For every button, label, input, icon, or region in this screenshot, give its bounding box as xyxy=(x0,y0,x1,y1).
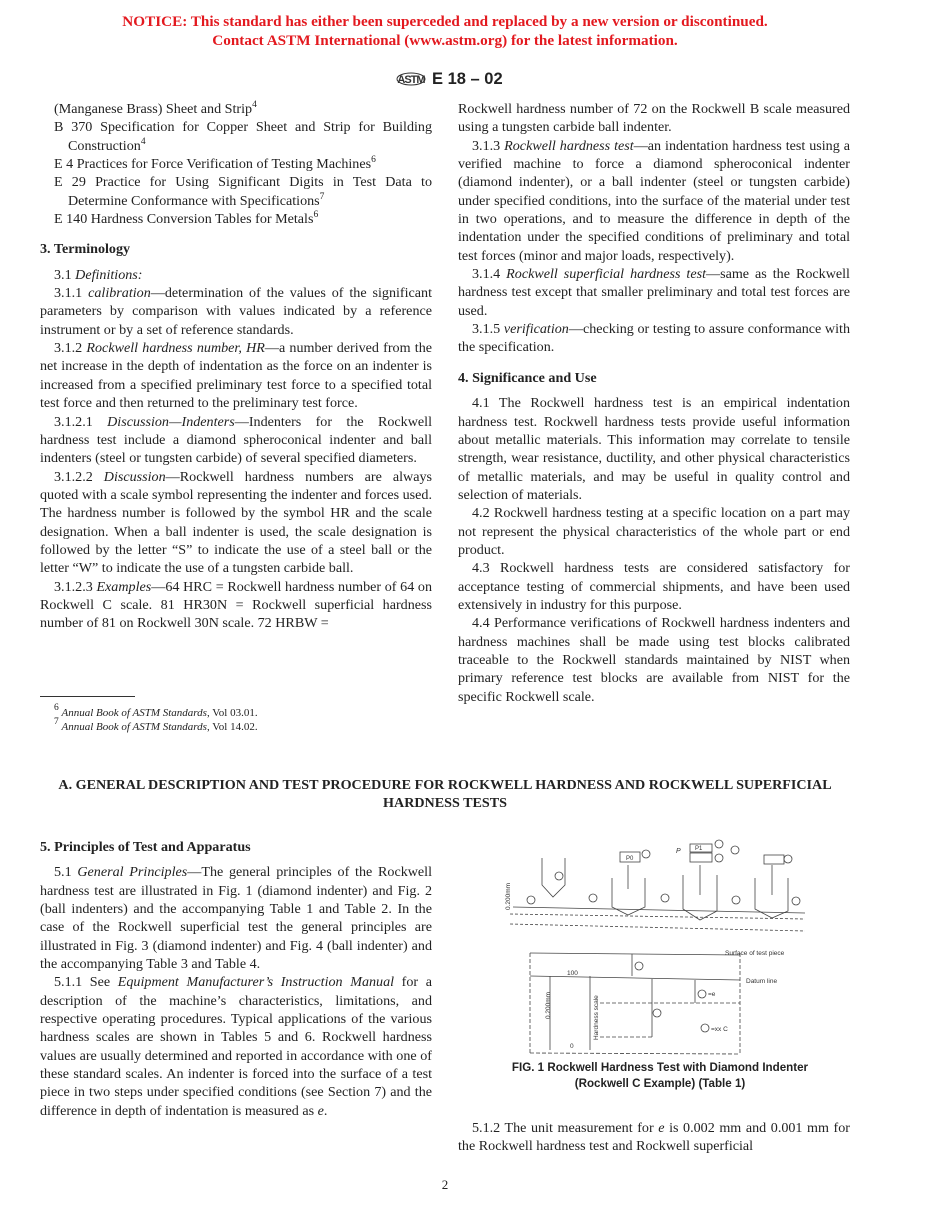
paragraph xyxy=(458,100,850,137)
supersede-notice xyxy=(0,12,890,50)
text-run: 3.1.3 xyxy=(472,137,505,154)
page-number: 2 xyxy=(441,1177,449,1192)
text-run: 4.2 Rockwell hardness testing at a specific location on a part may not represent the physical characteristics of the whole part or end product. xyxy=(458,505,850,558)
notice-line-1: NOTICE: This standard has either been superceded and replaced by a new version or discontinued. xyxy=(122,13,768,30)
label-0: 0 xyxy=(570,1043,574,1050)
text-run: 4.4 Performance verifications of Rockwell hardness indenters and hardness machines shall be made using test blocks calibrated traceable to the Rockwell standards maintained by NIST when primary reference test blocks are available from NIST for the specific Rockwell scale. xyxy=(458,615,850,705)
paragraph xyxy=(458,559,850,614)
footnote xyxy=(40,703,258,720)
text-run: 5.1.1 See xyxy=(54,974,118,991)
paragraph xyxy=(40,413,432,468)
italic-term: e xyxy=(317,1102,324,1119)
paragraph xyxy=(458,394,850,504)
figure-1-caption xyxy=(470,1060,850,1091)
reference-item xyxy=(40,100,432,118)
text-run: —64 HRC = Rockwell hardness number of 64 on Rockwell C scale. 81 HR30N = Rockwell superficial hardness number of 81 on Rockwell 30N scale. 72 HRBW = xyxy=(40,578,432,632)
text-run: is 0.002 mm and 0.001 mm for the Rockwell hardness test and Rockwell superficial xyxy=(458,1120,850,1155)
italic-term: Definitions: xyxy=(75,266,143,283)
label-e: =e xyxy=(708,991,716,998)
italic-term: e xyxy=(658,1120,665,1136)
text-run: E 4 Practices for Force Verification of Testing Machines xyxy=(54,156,372,173)
footnote-ref: 6 xyxy=(313,210,319,221)
italic-term: Rockwell superficial hardness test xyxy=(506,266,706,283)
text-run: 3.1.4 xyxy=(472,266,507,283)
text-run: B 370 Specification for Copper Sheet and Strip for Building Construction xyxy=(54,119,432,154)
text-run: 3.1.2.1 xyxy=(54,413,108,430)
section-a-title: A. GENERAL DESCRIPTION AND TEST PROCEDURE FOR ROCKWELL HARDNESS AND ROCKWELL SUPERFICIAL HARDNESS TESTS xyxy=(58,777,832,811)
caption-line-1: FIG. 1 Rockwell Hardness Test with Diamond Indenter xyxy=(511,1061,809,1074)
text-run: E 140 Hardness Conversion Tables for Metals xyxy=(54,211,314,228)
hardness-scale-diagram xyxy=(530,950,785,1054)
paragraph xyxy=(458,1119,850,1156)
footnote-volume: , Vol 14.02. xyxy=(206,721,258,734)
footnote-source: Annual Book of ASTM Standards xyxy=(61,721,207,734)
section-heading xyxy=(458,369,850,387)
label-surface: Surface of test piece xyxy=(725,950,785,957)
paragraph xyxy=(40,468,432,578)
footnotes xyxy=(40,703,258,735)
paragraph xyxy=(458,504,850,559)
reference-item xyxy=(40,155,432,173)
text-run: for a description of the machine’s characteristics, limitations, and respective operating procedures. Typical applications of the various hardness scales are shown in Tables 5 and 6. Rockwell hardness values are usually determined and reported in accordance with one of these standard scales. An indenter is forced into the surface of a test piece in two steps under specified conditions (see Section 7) and the difference in depth of indentation is measured as xyxy=(40,974,432,1119)
italic-term: verification xyxy=(503,321,569,338)
footnote-volume: , Vol 03.01. xyxy=(206,707,258,719)
left-column xyxy=(40,100,432,633)
text-run: —checking or testing to assure conformance with the specification. xyxy=(458,321,850,356)
footnote-ref: 4 xyxy=(252,100,257,110)
figure-1-diagram xyxy=(470,835,850,1065)
italic-term: General Principles xyxy=(77,864,188,881)
text-run: 4.3 Rockwell hardness tests are considered satisfactory for acceptance testing of commercial shipments, and have been used extensively in industry for this purpose. xyxy=(458,560,850,613)
label-datum-line: Datum line xyxy=(746,978,778,985)
text-run: (Manganese Brass) Sheet and Strip xyxy=(54,101,253,117)
text-run: 5.1 xyxy=(54,864,78,881)
italic-term: Examples xyxy=(96,578,152,595)
text-run: —an indentation hardness test using a verified machine to force a diamond spheroconical indenter (diamond indenter), or a ball indenter (steel or tungsten carbide) under specified conditions, into the surface of the material under test in two operations, and to measure the difference in depth of the indentation under the specified conditions of preliminary and total test forces (minor and major loads, respectively). xyxy=(458,137,850,264)
paragraph xyxy=(40,266,432,284)
text-run: 5.1.2 The unit measurement for xyxy=(472,1120,659,1136)
section-heading xyxy=(40,838,432,856)
standard-designation: E 18 – 02 xyxy=(432,69,503,88)
text-run: —a number derived from the net increase in the depth of indentation as the force on an indenter is increased from a specified preliminary test force to a specified total test force and then returned to the preliminary test force. xyxy=(40,340,432,412)
text-run: 3.1.2.2 xyxy=(54,468,104,485)
text-run: —Rockwell hardness numbers are always quoted with a scale symbol representing the indenter and forces used. The hardness number is followed by the symbol HR and the scale designation. When a ball indenter is used, the scale designation is followed by the letter “S” to indicate the use of a steel ball or the letter “W” to indicate the use of a tungsten carbide ball. xyxy=(40,468,432,577)
text-run: —determination of the values of the significant parameters by comparison with values indicated by a reference instrument or by a set of reference standards. xyxy=(40,285,433,338)
label-hardness-scale: Hardness scale xyxy=(593,995,600,1040)
italic-term: Discussion xyxy=(103,468,166,485)
italic-term: Rockwell hardness number, HR xyxy=(86,340,265,357)
paragraph xyxy=(40,578,432,633)
label-depth-top: 0.200mm xyxy=(505,882,512,910)
footnote-ref: 4 xyxy=(140,136,146,147)
italic-term: Rockwell hardness test xyxy=(504,137,634,154)
label-depth-bottom: 0.200mm xyxy=(545,991,552,1019)
label-p0: P0 xyxy=(626,856,634,862)
footnote-ref: 6 xyxy=(371,155,376,166)
astm-logo-icon xyxy=(396,64,426,94)
caption-line-2: (Rockwell C Example) (Table 1) xyxy=(574,1076,746,1090)
footnote-number: 6 xyxy=(54,703,59,713)
lower-right-column xyxy=(458,1119,850,1156)
text-run: 3.1.1 xyxy=(54,285,89,302)
footnote-ref: 7 xyxy=(319,191,325,202)
paragraph xyxy=(458,137,850,265)
indentation-sequence xyxy=(505,840,805,931)
paragraph xyxy=(40,973,432,1120)
notice-line-2: Contact ASTM International (www.astm.org) for the latest information. xyxy=(212,32,678,49)
document-header xyxy=(396,64,503,94)
lower-left-column xyxy=(40,826,432,1120)
text-run: 3.1.2.3 xyxy=(54,578,97,595)
text-run: E 29 Practice for Using Significant Digits in Test Data to Determine Conformance with Specifications xyxy=(54,174,432,209)
text-run: 4. Significance and Use xyxy=(458,369,597,386)
text-run: —same as the Rockwell hardness test except that smaller preliminary and total test forces are used. xyxy=(458,266,850,319)
text-run: Rockwell hardness number of 72 on the Rockwell B scale measured using a tungsten carbide ball indenter. xyxy=(458,101,850,136)
paragraph xyxy=(40,863,432,973)
logo-text: ASTM xyxy=(397,74,425,86)
reference-item xyxy=(40,210,432,228)
text-run: —Indenters for the Rockwell hardness test include a diamond spheroconical indenter and ball indenters (steel or tungsten carbide) of several specified diameters. xyxy=(40,413,432,467)
footnote-divider xyxy=(40,696,135,697)
reference-item xyxy=(40,173,432,210)
label-p1: P1 xyxy=(695,846,703,852)
paragraph xyxy=(40,339,432,412)
paragraph xyxy=(458,265,850,320)
text-run: 5. Principles of Test and Apparatus xyxy=(40,839,251,855)
text-run: 3. Terminology xyxy=(40,241,131,258)
footnote-number: 7 xyxy=(54,717,59,728)
text-run: . xyxy=(323,1102,328,1119)
text-run: 3.1.5 xyxy=(472,321,504,338)
italic-term: Discussion—Indenters xyxy=(107,413,235,430)
right-column xyxy=(458,100,850,706)
label-p: P xyxy=(676,848,681,855)
italic-term: Equipment Manufacturer’s Instruction Manual xyxy=(117,974,395,991)
paragraph xyxy=(458,614,850,706)
footnote-source: Annual Book of ASTM Standards xyxy=(61,707,207,719)
label-100: 100 xyxy=(567,970,578,977)
reference-item xyxy=(40,118,432,155)
text-run: 3.1 xyxy=(54,266,76,283)
text-run: 3.1.2 xyxy=(54,340,87,357)
section-heading xyxy=(40,240,432,258)
paragraph xyxy=(458,320,850,357)
label-xx-c: =xx C xyxy=(711,1026,728,1033)
italic-term: calibration xyxy=(88,285,151,302)
text-run: 4.1 The Rockwell hardness test is an empirical indentation hardness test. Rockwell hardness tests provide useful information about metallic materials. This information may correlate to tensile strength, wear resistance, ductility, and other physical characteristics of metallic materials, and may be useful in quality control and selection of materials. xyxy=(458,395,850,503)
text-run: —The general principles of the Rockwell hardness test are illustrated in Fig. 1 (diamond indenter) and Fig. 2 (ball indenters) and the accompanying Table 1 and Table 2. In the case of the Rockwell superficial test the general principles are illustrated in Fig. 3 (diamond indenter) and Fig. 4 (ball indenter) and the accompanying Table 3 and Table 4. xyxy=(40,864,433,973)
footnote xyxy=(40,717,258,734)
paragraph xyxy=(40,284,432,339)
